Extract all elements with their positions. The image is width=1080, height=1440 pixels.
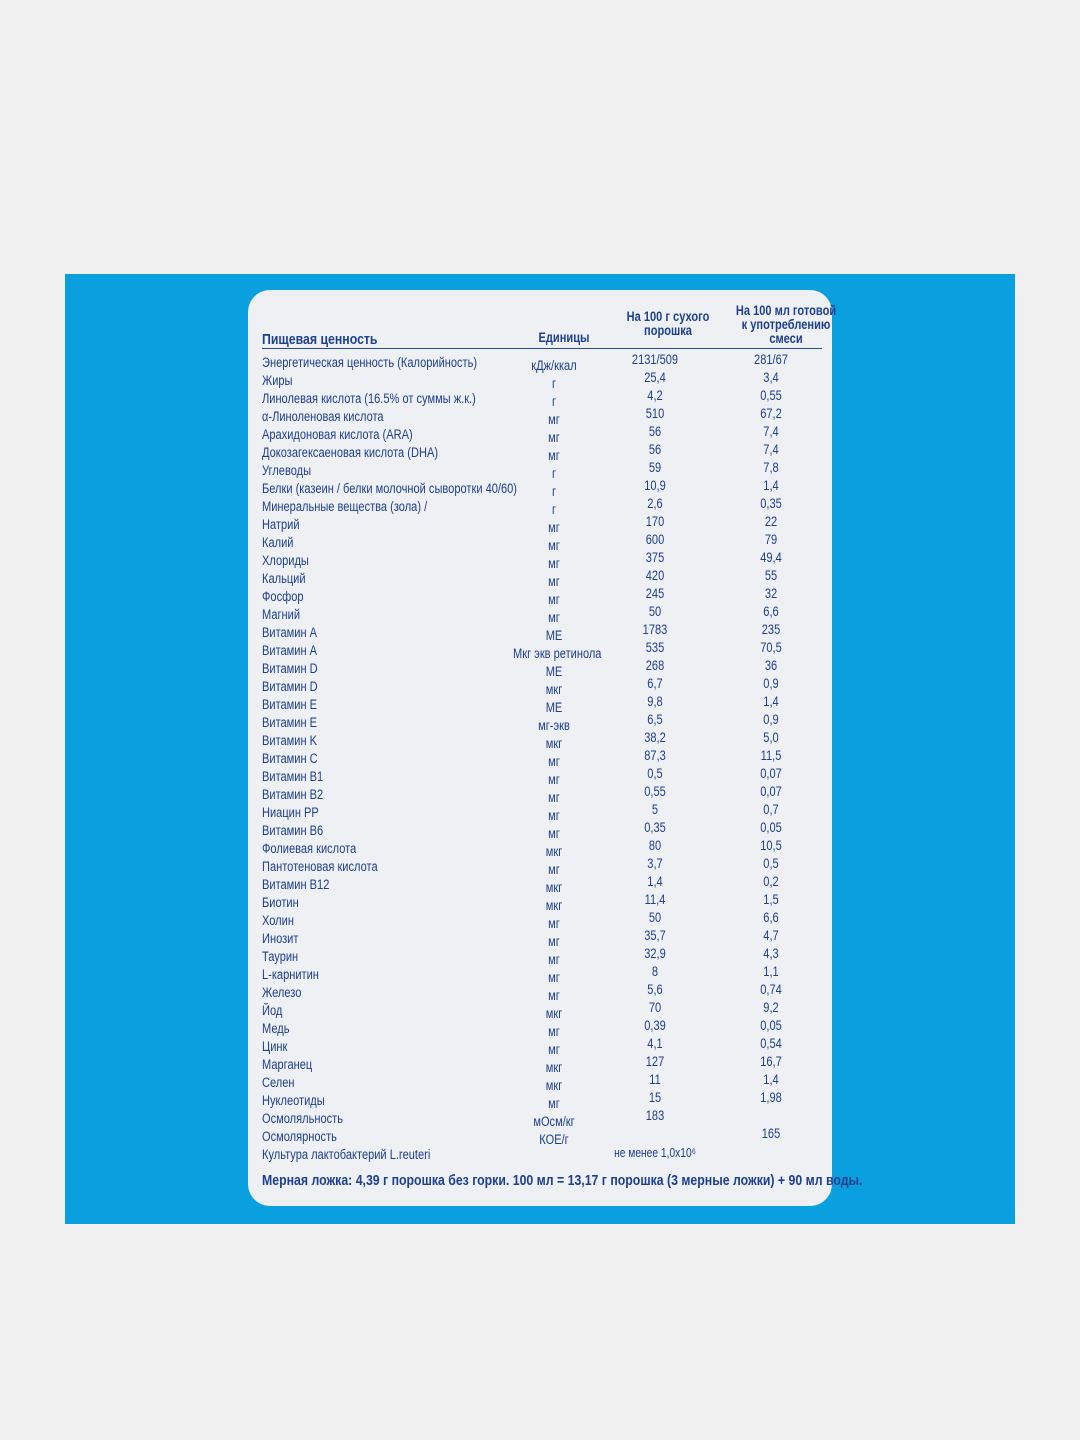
nutrient-unit: мкг (545, 682, 563, 697)
value-per-100g: 3,7 (647, 856, 663, 871)
nutrient-name: Цинк (262, 1039, 288, 1054)
nutrient-name: Кальций (262, 571, 306, 586)
nutrient-name: Осмоляльность (262, 1111, 344, 1126)
value-per-100ml: 0,9 (763, 712, 779, 727)
nutrient-name: Осмолярность (262, 1129, 337, 1144)
value-per-100g: 56 (648, 424, 662, 439)
value-per-100ml: 22 (764, 514, 778, 529)
value-per-100ml: 0,35 (760, 496, 782, 511)
value-per-100g: 32,9 (644, 946, 666, 961)
nutrient-unit: мг (548, 916, 560, 931)
value-per-100ml: 11,5 (760, 748, 782, 763)
nutrient-name: α-Линоленовая кислота (262, 409, 384, 424)
value-per-100ml: 4,7 (763, 928, 779, 943)
nutrient-unit: мг-экв (538, 718, 570, 733)
nutrient-name: Холин (262, 913, 294, 928)
value-per-100ml: 32 (764, 586, 778, 601)
value-per-100g: 70 (648, 1000, 662, 1015)
value-per-100ml: 0,05 (760, 820, 782, 835)
value-per-100ml: 235 (761, 622, 781, 637)
value-per-100ml: 165 (761, 1126, 781, 1141)
value-per-100g: 245 (645, 586, 665, 601)
nutrient-unit: мг (548, 1096, 560, 1111)
nutrient-unit: мг (548, 772, 560, 787)
nutrient-name: Витамин A (262, 625, 318, 640)
nutrient-name: Арахидоновая кислота (ARA) (262, 427, 413, 442)
nutrient-unit: мг (548, 556, 560, 571)
value-per-100g: 25,4 (644, 370, 666, 385)
nutrient-name: Витамин B6 (262, 823, 324, 838)
value-per-100g: 6,7 (647, 676, 663, 691)
value-per-100g: 11 (649, 1072, 661, 1087)
nutrient-unit: мкг (545, 1006, 563, 1021)
nutrient-name: Фолиевая кислота (262, 841, 357, 856)
nutrient-name: Витамин D (262, 661, 318, 676)
value-per-100g: 8 (651, 964, 659, 979)
nutrient-unit: мг (548, 448, 560, 463)
nutrient-name: Железо (262, 985, 302, 1000)
value-per-100g: 600 (645, 532, 665, 547)
table-row (262, 1092, 824, 1110)
nutrient-unit: кДж/ккал (531, 358, 577, 373)
value-per-100ml: 9,2 (763, 1000, 779, 1015)
nutrient-unit: мг (548, 574, 560, 589)
value-per-100g: 1783 (642, 622, 668, 637)
value-per-100ml: 0,5 (763, 856, 779, 871)
value-per-100g: 11,4 (644, 892, 666, 907)
value-per-100g: 80 (648, 838, 662, 853)
nutrient-unit: мг (548, 592, 560, 607)
value-per-100g: 5 (651, 802, 659, 817)
value-per-100ml: 7,8 (763, 460, 779, 475)
value-per-100ml: 16,7 (760, 1054, 782, 1069)
nutrient-name: Натрий (262, 517, 300, 532)
nutrient-name: Фосфор (262, 589, 304, 604)
nutrient-name: Биотин (262, 895, 299, 910)
nutrient-unit: МЕ (545, 664, 563, 679)
nutrient-unit: мг (548, 934, 560, 949)
nutrient-unit: мкг (545, 1060, 563, 1075)
nutrient-unit: МЕ (545, 628, 563, 643)
value-per-100ml: 0,07 (760, 766, 782, 781)
value-per-100ml: 1,5 (763, 892, 779, 907)
value-per-100g: не менее 1,0x10⁶ (614, 1146, 696, 1160)
value-per-100ml: 67,2 (760, 406, 782, 421)
value-per-100ml: 6,6 (763, 910, 779, 925)
value-per-100ml: 3,4 (763, 370, 779, 385)
nutrient-unit: мкг (545, 844, 563, 859)
nutrition-rows (262, 354, 824, 1164)
value-per-100ml: 6,6 (763, 604, 779, 619)
nutrient-unit: мкг (545, 736, 563, 751)
nutrient-unit: мОсм/кг (533, 1114, 575, 1129)
nutrient-name: Белки (казеин / белки молочной сыворотки 40/60) (262, 481, 517, 496)
nutrient-name: Витамин K (262, 733, 318, 748)
value-per-100ml: 1,4 (763, 694, 779, 709)
value-per-100g: 50 (648, 604, 662, 619)
value-per-100ml: 0,05 (760, 1018, 782, 1033)
nutrient-name: Культура лактобактерий L.reuteri (262, 1147, 431, 1162)
value-per-100ml: 0,9 (763, 676, 779, 691)
nutrient-unit: мг (548, 538, 560, 553)
header-per-100g-dry: На 100 г сухого порошка (626, 309, 710, 338)
nutrient-unit: мг (548, 610, 560, 625)
value-per-100ml: 4,3 (763, 946, 779, 961)
nutrient-name: Минеральные вещества (зола) / (262, 499, 428, 514)
header-nutrition-value: Пищевая ценность (262, 331, 378, 348)
nutrient-unit: мкг (545, 1078, 563, 1093)
value-per-100g: 38,2 (644, 730, 666, 745)
nutrient-name: Витамин B1 (262, 769, 324, 784)
value-per-100ml: 79 (764, 532, 778, 547)
value-per-100g: 87,3 (644, 748, 666, 763)
value-per-100g: 0,5 (647, 766, 663, 781)
value-per-100g: 5,6 (647, 982, 663, 997)
nutrient-unit: мг (548, 808, 560, 823)
value-per-100g: 375 (645, 550, 665, 565)
value-per-100g: 2,6 (647, 496, 663, 511)
value-per-100g: 510 (645, 406, 665, 421)
value-per-100ml: 1,4 (763, 1072, 779, 1087)
measuring-spoon-note: Мерная ложка: 4,39 г порошка без горки. 100 мл = 13,17 г порошка (3 мерные ложки) + 90 мл воды. (262, 1172, 863, 1189)
value-per-100g: 15 (648, 1090, 662, 1105)
nutrient-name: Жиры (262, 373, 293, 388)
nutrient-unit: КОЕ/г (539, 1132, 569, 1147)
value-per-100ml: 49,4 (760, 550, 782, 565)
nutrient-name: Энергетическая ценность (Калорийность) (262, 355, 478, 370)
value-per-100ml: 1,1 (763, 964, 779, 979)
value-per-100ml: 281/67 (754, 352, 788, 367)
header-per-100ml-ready: На 100 мл готовой к употреблению смеси (735, 303, 837, 346)
value-per-100g: 9,8 (647, 694, 663, 709)
value-per-100ml: 7,4 (763, 424, 779, 439)
value-per-100g: 56 (648, 442, 662, 457)
nutrient-name: Таурин (262, 949, 299, 964)
value-per-100g: 0,39 (644, 1018, 666, 1033)
nutrient-unit: г (551, 484, 557, 499)
nutrient-name: Хлориды (262, 553, 309, 568)
nutrient-name: L-карнитин (262, 967, 319, 982)
nutrient-name: Витамин B2 (262, 787, 324, 802)
nutrient-name: Магний (262, 607, 301, 622)
value-per-100ml: 0,74 (760, 982, 782, 997)
nutrient-unit: г (551, 502, 557, 517)
nutrient-unit: мг (548, 970, 560, 985)
nutrient-unit: мкг (545, 880, 563, 895)
nutrient-unit: мг (548, 520, 560, 535)
nutrient-name: Линолевая кислота (16.5% от суммы ж.к.) (262, 391, 476, 406)
value-per-100g: 1,4 (647, 874, 663, 889)
nutrient-name: Витамин A (262, 643, 318, 658)
nutrient-name: Калий (262, 535, 294, 550)
value-per-100g: 4,2 (647, 388, 663, 403)
value-per-100ml: 1,4 (763, 478, 779, 493)
table-header (262, 303, 837, 349)
value-per-100ml: 36 (764, 658, 778, 673)
header-units: Единицы (538, 330, 590, 345)
value-per-100ml: 70,5 (760, 640, 782, 655)
nutrient-name: Витамин B12 (262, 877, 330, 892)
nutrient-name: Нуклеотиды (262, 1093, 325, 1108)
value-per-100ml: 0,7 (763, 802, 779, 817)
value-per-100ml: 0,54 (760, 1036, 782, 1051)
value-per-100g: 268 (645, 658, 665, 673)
nutrient-name: Углеводы (262, 463, 312, 478)
value-per-100g: 0,35 (644, 820, 666, 835)
nutrient-name: Марганец (262, 1057, 313, 1072)
nutrient-name: Ниацин PP (262, 805, 319, 820)
nutrient-name: Йод (262, 1003, 283, 1018)
value-per-100g: 59 (648, 460, 662, 475)
nutrient-unit: мг (548, 412, 560, 427)
value-per-100g: 170 (645, 514, 665, 529)
nutrient-unit: мг (548, 1042, 560, 1057)
nutrient-name: Инозит (262, 931, 299, 946)
value-per-100g: 35,7 (644, 928, 666, 943)
value-per-100ml: 10,5 (760, 838, 782, 853)
value-per-100ml: 0,07 (760, 784, 782, 799)
nutrient-unit: мг (548, 952, 560, 967)
nutrient-name: Витамин C (262, 751, 318, 766)
nutrient-unit: г (551, 376, 557, 391)
value-per-100g: 183 (645, 1108, 665, 1123)
nutrient-name: Витамин D (262, 679, 318, 694)
value-per-100g: 535 (645, 640, 665, 655)
nutrient-unit: мг (548, 1024, 560, 1039)
value-per-100ml: 0,55 (760, 388, 782, 403)
nutrient-unit: мкг (545, 898, 563, 913)
nutrient-name: Докозагексаеновая кислота (DHA) (262, 445, 439, 460)
value-per-100ml: 5,0 (763, 730, 779, 745)
value-per-100g: 0,55 (644, 784, 666, 799)
nutrition-card (248, 290, 863, 1206)
value-per-100g: 4,1 (647, 1036, 663, 1051)
value-per-100g: 50 (648, 910, 662, 925)
nutrient-name: Медь (262, 1021, 290, 1036)
nutrient-unit: г (551, 394, 557, 409)
value-per-100g: 420 (645, 568, 665, 583)
value-per-100g: 2131/509 (631, 352, 679, 367)
value-per-100ml: 55 (764, 568, 778, 583)
nutrient-name: Витамин E (262, 697, 318, 712)
nutrient-unit: мг (548, 790, 560, 805)
nutrient-name: Витамин E (262, 715, 318, 730)
value-per-100ml: 0,2 (763, 874, 779, 889)
value-per-100g: 6,5 (647, 712, 663, 727)
nutrient-unit: г (551, 466, 557, 481)
nutrient-name: Пантотеновая кислота (262, 859, 378, 874)
nutrient-unit: МЕ (545, 700, 563, 715)
nutrient-unit: мг (548, 988, 560, 1003)
table-row (262, 1146, 824, 1164)
value-per-100ml: 1,98 (760, 1090, 782, 1105)
nutrient-unit: мг (548, 862, 560, 877)
nutrient-name: Селен (262, 1075, 295, 1090)
value-per-100g: 10,9 (644, 478, 666, 493)
nutrient-unit: Мкг экв ретинола (513, 646, 602, 661)
value-per-100ml: 7,4 (763, 442, 779, 457)
nutrient-unit: мг (548, 754, 560, 769)
value-per-100g: 127 (645, 1054, 665, 1069)
table-row (262, 1128, 824, 1146)
nutrient-unit: мг (548, 430, 560, 445)
nutrient-unit: мг (548, 826, 560, 841)
